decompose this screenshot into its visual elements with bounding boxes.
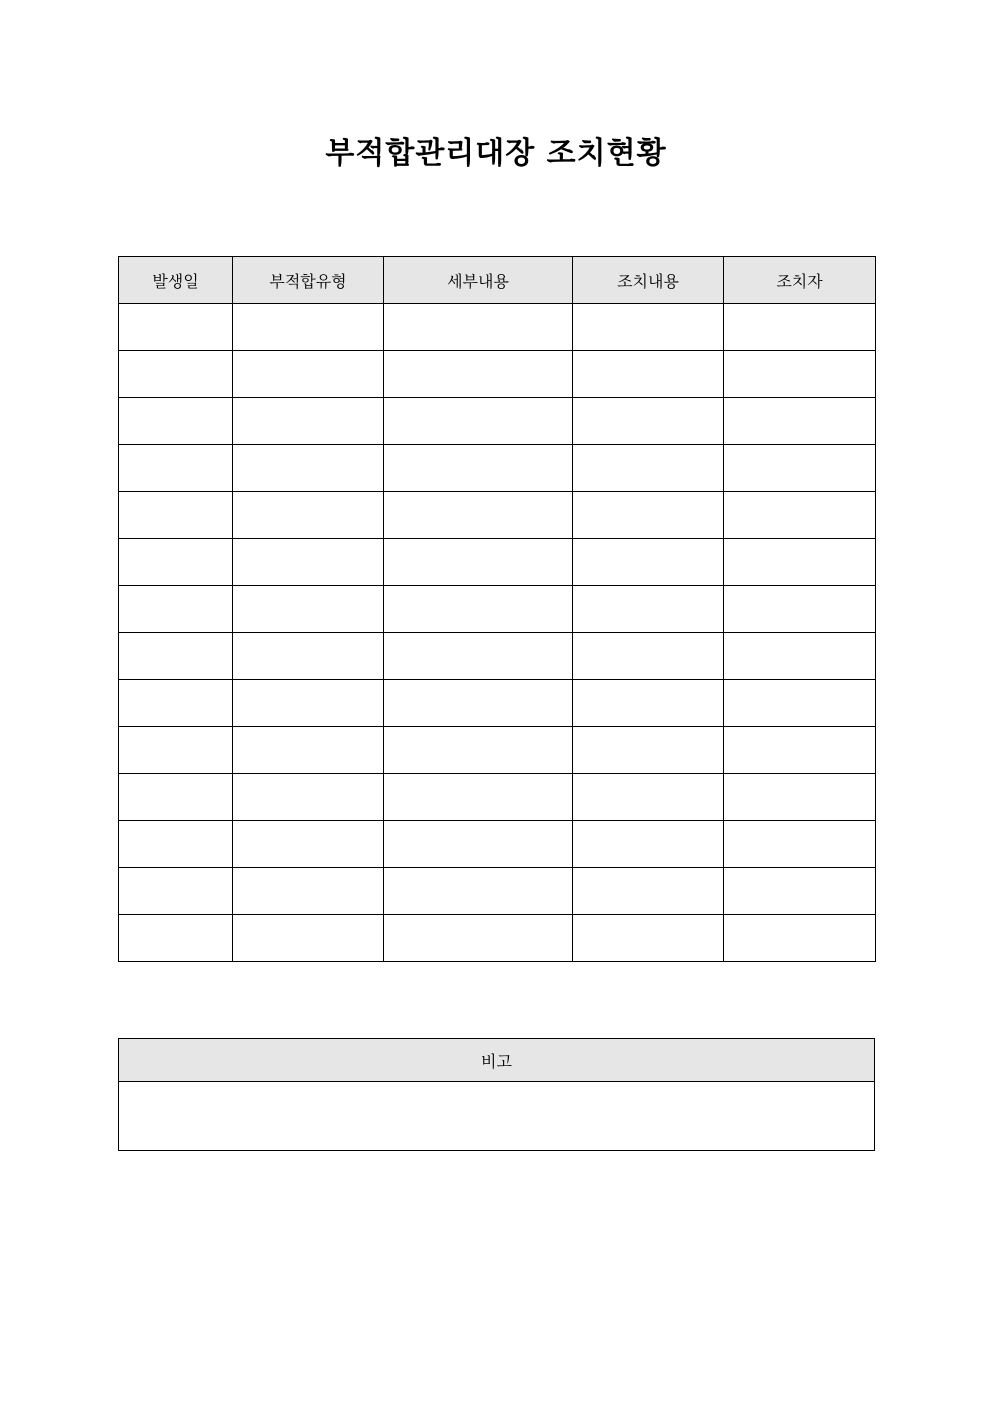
page-title: 부적합관리대장 조치현황 (325, 136, 667, 171)
table-row (119, 492, 876, 539)
cell-nonconformity-type[interactable] (233, 915, 384, 962)
remarks-cell[interactable] (119, 1082, 875, 1151)
cell-action-taken[interactable] (573, 680, 724, 727)
cell-action-taken[interactable] (573, 351, 724, 398)
table-row (119, 915, 876, 962)
cell-action-taken[interactable] (573, 821, 724, 868)
cell-action-person[interactable] (724, 727, 876, 774)
table-row (119, 680, 876, 727)
cell-occurrence-date[interactable] (119, 351, 233, 398)
cell-occurrence-date[interactable] (119, 821, 233, 868)
cell-action-taken[interactable] (573, 492, 724, 539)
cell-action-person[interactable] (724, 445, 876, 492)
cell-occurrence-date[interactable] (119, 680, 233, 727)
cell-action-person[interactable] (724, 492, 876, 539)
cell-action-taken[interactable] (573, 398, 724, 445)
cell-occurrence-date[interactable] (119, 868, 233, 915)
cell-action-person[interactable] (724, 680, 876, 727)
table-header-row (119, 257, 876, 304)
cell-occurrence-date[interactable] (119, 915, 233, 962)
header-occurrence-date: 발생일 (119, 257, 233, 304)
cell-details[interactable] (384, 492, 573, 539)
cell-details[interactable] (384, 727, 573, 774)
cell-details[interactable] (384, 680, 573, 727)
cell-details[interactable] (384, 774, 573, 821)
cell-action-taken[interactable] (573, 445, 724, 492)
cell-occurrence-date[interactable] (119, 445, 233, 492)
cell-nonconformity-type[interactable] (233, 398, 384, 445)
cell-action-taken[interactable] (573, 539, 724, 586)
header-nonconformity-type: 부적합유형 (233, 257, 384, 304)
cell-action-taken[interactable] (573, 868, 724, 915)
cell-nonconformity-type[interactable] (233, 868, 384, 915)
cell-action-taken[interactable] (573, 633, 724, 680)
cell-action-person[interactable] (724, 633, 876, 680)
table-row (119, 586, 876, 633)
cell-details[interactable] (384, 304, 573, 351)
cell-details[interactable] (384, 868, 573, 915)
cell-action-person[interactable] (724, 586, 876, 633)
cell-action-person[interactable] (724, 539, 876, 586)
cell-nonconformity-type[interactable] (233, 774, 384, 821)
cell-action-person[interactable] (724, 774, 876, 821)
cell-details[interactable] (384, 633, 573, 680)
cell-details[interactable] (384, 398, 573, 445)
remarks-table (118, 1038, 875, 1151)
cell-action-person[interactable] (724, 915, 876, 962)
cell-occurrence-date[interactable] (119, 727, 233, 774)
cell-details[interactable] (384, 821, 573, 868)
header-action-person: 조치자 (724, 257, 876, 304)
remarks-header: 비고 (119, 1039, 875, 1082)
cell-nonconformity-type[interactable] (233, 445, 384, 492)
table-row (119, 539, 876, 586)
cell-occurrence-date[interactable] (119, 774, 233, 821)
cell-action-taken[interactable] (573, 774, 724, 821)
cell-action-person[interactable] (724, 868, 876, 915)
cell-occurrence-date[interactable] (119, 398, 233, 445)
table-row (119, 774, 876, 821)
cell-nonconformity-type[interactable] (233, 680, 384, 727)
table-row (119, 351, 876, 398)
cell-occurrence-date[interactable] (119, 492, 233, 539)
table-row (119, 868, 876, 915)
cell-details[interactable] (384, 915, 573, 962)
cell-nonconformity-type[interactable] (233, 539, 384, 586)
cell-nonconformity-type[interactable] (233, 586, 384, 633)
table-row (119, 398, 876, 445)
cell-occurrence-date[interactable] (119, 304, 233, 351)
cell-details[interactable] (384, 586, 573, 633)
cell-action-taken[interactable] (573, 727, 724, 774)
header-details: 세부내용 (384, 257, 573, 304)
cell-details[interactable] (384, 351, 573, 398)
cell-action-taken[interactable] (573, 304, 724, 351)
table-row (119, 445, 876, 492)
cell-occurrence-date[interactable] (119, 539, 233, 586)
cell-action-taken[interactable] (573, 915, 724, 962)
table-row (119, 633, 876, 680)
table-row (119, 727, 876, 774)
cell-action-person[interactable] (724, 351, 876, 398)
cell-action-taken[interactable] (573, 586, 724, 633)
table-row (119, 304, 876, 351)
cell-action-person[interactable] (724, 304, 876, 351)
cell-nonconformity-type[interactable] (233, 351, 384, 398)
cell-details[interactable] (384, 539, 573, 586)
cell-action-person[interactable] (724, 398, 876, 445)
cell-nonconformity-type[interactable] (233, 821, 384, 868)
cell-details[interactable] (384, 445, 573, 492)
cell-occurrence-date[interactable] (119, 633, 233, 680)
table-row (119, 821, 876, 868)
table-body (119, 304, 876, 962)
header-action-taken: 조치내용 (573, 257, 724, 304)
cell-nonconformity-type[interactable] (233, 304, 384, 351)
cell-occurrence-date[interactable] (119, 586, 233, 633)
nonconformity-table (118, 256, 876, 962)
cell-nonconformity-type[interactable] (233, 727, 384, 774)
cell-nonconformity-type[interactable] (233, 492, 384, 539)
cell-action-person[interactable] (724, 821, 876, 868)
cell-nonconformity-type[interactable] (233, 633, 384, 680)
